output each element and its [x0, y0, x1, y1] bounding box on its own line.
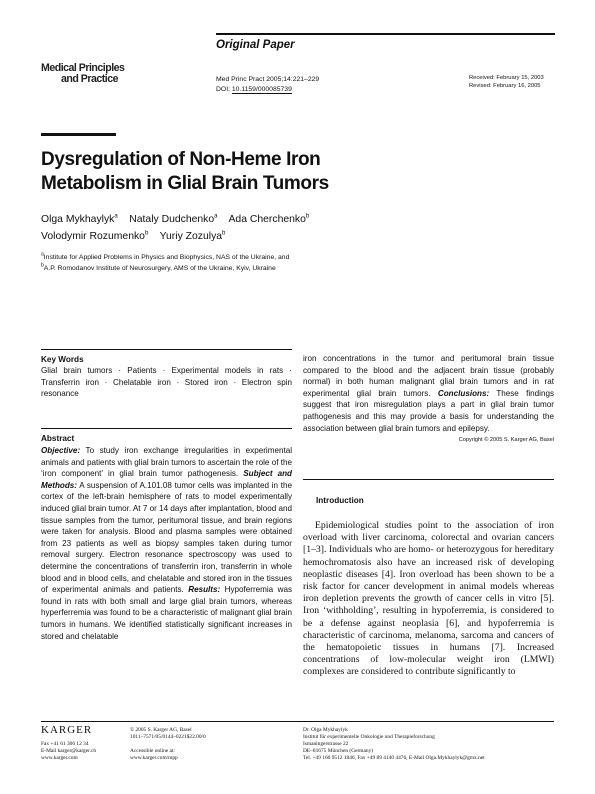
- journal-logo: [41, 63, 124, 85]
- access-line1: Accessible online at:: [130, 748, 175, 754]
- abstract-continued-text: iron concentrations in the tumor and peritumoral brain tissue compared to the blood and the adjacent brain tissue (probably normal) in both human malignant glial brain tumors and in rat experimental glial brain tumors.: [303, 354, 554, 398]
- introduction-rule: [303, 479, 554, 480]
- citation-block: [216, 75, 319, 95]
- copyright-block: [130, 727, 206, 762]
- section-label: Original Paper: [216, 39, 295, 51]
- received-date: Received: February 15, 2003: [469, 75, 544, 81]
- title-line-2: Metabolism in Glial Brain Tumors: [41, 173, 329, 194]
- affiliations: [41, 252, 289, 274]
- dates-block: [469, 74, 544, 90]
- affiliation-mark: a: [41, 251, 44, 258]
- author-name: Volodymir Rozumenko: [41, 231, 145, 242]
- citation: Med Princ Pract 2005;14:221–229: [216, 76, 320, 83]
- conclusions-text: These findings suggest that iron misregulation plays a part in glial brain tumor pathogenesis and this may provide a basis for understanding the association between glial brain tumors and epilepsy.: [303, 388, 554, 433]
- access-url[interactable]: www.karger.com/mpp: [130, 755, 178, 761]
- author-name: Olga Mykhaylyk: [41, 214, 115, 225]
- publisher-email[interactable]: E-Mail karger@karger.ch: [41, 748, 97, 754]
- author-affiliation-mark: a: [214, 213, 218, 220]
- author-affiliation-mark: a: [114, 213, 118, 220]
- affiliation-text: Institute for Applied Problems in Physics and Biophysics, NAS of the Ukraine, and: [43, 254, 290, 261]
- publisher-contact: [41, 741, 96, 762]
- doi-line: [216, 85, 319, 95]
- journal-name-line1: Medical Principles: [41, 62, 125, 74]
- conclusions-label: Conclusions:: [437, 388, 490, 398]
- keywords-heading: Key Words: [41, 355, 84, 364]
- title-line-1: Dysregulation of Non-Heme Iron: [41, 149, 321, 170]
- contact-line: DE–81675 München (Germany): [303, 748, 374, 754]
- publisher-website[interactable]: www.karger.com: [41, 755, 78, 761]
- doi-label: DOI:: [216, 86, 230, 93]
- author-name: Nataly Dudchenko: [129, 214, 215, 225]
- keywords-rule: [41, 349, 292, 350]
- contact-line: Institut für experimentelle Onkologie und Therapieforschung: [303, 734, 435, 740]
- author-name: Yuriy Zozulya: [159, 231, 223, 242]
- abstract-copyright: Copyright © 2005 S. Karger AG, Basel: [458, 437, 554, 444]
- publisher-logo: KARGER: [41, 724, 93, 736]
- author-affiliation-mark: b: [222, 230, 226, 237]
- abstract-body: [41, 445, 292, 642]
- contact-line: Dr. Olga Mykhaylyk: [303, 727, 348, 733]
- author-affiliation-mark: b: [305, 213, 310, 220]
- revised-date: Revised: February 16, 2005: [469, 83, 541, 89]
- abstract-section: [41, 433, 292, 642]
- methods-text: A suspension of A.101.08 tumor cells was implanted in the cortex of the left-brain hemisphere of rats to model experimentally induced glial brain tumor. At 7 or 14 days after implantation, blood and tissue samples from the tumor, peritumoral tissue, and brain regions were taken for analysis. Blood and plasma samples were obtained from 23 patients as well as biopsy samples taken during tumor removal surgery. Electron resonance spectroscopy was used to determine the concentrations of transferrin iron, transferrin in whole blood and in blood cells, and chelatable and stored iron in the tissues of experimental animals and patients.: [41, 480, 292, 595]
- title-rule: [41, 133, 116, 136]
- abstract-continuation: [303, 353, 554, 443]
- abstract-continued-body: [303, 353, 554, 434]
- contact-line: Tel. +49 160 9512 1846, Fax +49 89 4140 4476, E-Mail Olga.Mykhaylyk@gmx.net: [303, 755, 485, 761]
- article-title: [41, 148, 329, 196]
- affiliation-text: A.P. Romodanov Institute of Neurosurgery, AMS of the Ukraine, Kyiv, Ukraine: [43, 265, 276, 272]
- author-list: [41, 211, 371, 245]
- copyright-line2: 1011–7571/05/0144–0221$22.00/0: [130, 734, 206, 740]
- abstract-rule: [41, 428, 292, 429]
- objective-text: To study iron exchange irregularities in experimental animals and patients with glial brain tumors to ascertain the role of the ‘iron component’ in glial brain tumor pathogenesis.: [41, 446, 293, 479]
- keywords-section: [41, 354, 292, 400]
- introduction-text: Epidemiological studies point to the association of iron overload with liver carcinoma, colorectal and ovarian cancers [1–3]. Individuals who are homo- or heterozygous for hereditary hemochromatosis also have an increased risk of developing neoplastic diseases [4]. Iron overload has been shown to be a risk factor for cancer development in animal models whereas iron depletion prevents the growth of cancer cells in vitro [5]. Iron ‘withholding’, resulting in hypoferremia, is considered to be a defense against neoplasia [6], and hypoferremia is characteristic of carcinoma, melanoma, sarcoma and cancers of the hematopoietic tissues in humans [7]. Increased concentrations of low-molecular weight iron (LMWI) complexes are considered to contribute significantly to: [303, 520, 554, 678]
- methods-label: Subject and Methods:: [41, 469, 292, 490]
- header-rule: [216, 33, 555, 35]
- journal-name-line2: and Practice: [61, 73, 119, 85]
- footer-rule: [41, 721, 554, 722]
- copyright-line1: © 2005 S. Karger AG, Basel: [130, 727, 192, 733]
- correspondence-block: [303, 727, 558, 762]
- abstract-heading: Abstract: [41, 434, 75, 443]
- results-text: Hypoferremia was found in rats with both small and large glial brain tumors, whereas hyperferremia was found to be a characteristic of malignant glial brain tumors in humans. We identified statistically significant increases in stored and chelatable: [41, 585, 293, 641]
- results-label: Results:: [188, 585, 221, 595]
- objective-label: Objective:: [41, 446, 81, 455]
- contact-line: Ismaningerstrasse 22: [303, 741, 349, 747]
- author-name: Ada Cherchenko: [228, 214, 306, 225]
- publisher-fax: Fax +41 61 306 12 34: [41, 741, 89, 747]
- author-affiliation-mark: b: [144, 230, 149, 237]
- introduction-heading: Introduction: [316, 496, 364, 505]
- doi-link[interactable]: 10.1159/000085739: [231, 86, 292, 93]
- keywords-text: Glial brain tumors · Patients · Experimental models in rats · Transferrin iron · Chelatable iron · Stored iron · Electron spin resonance: [41, 366, 292, 399]
- affiliation-mark: b: [41, 262, 44, 269]
